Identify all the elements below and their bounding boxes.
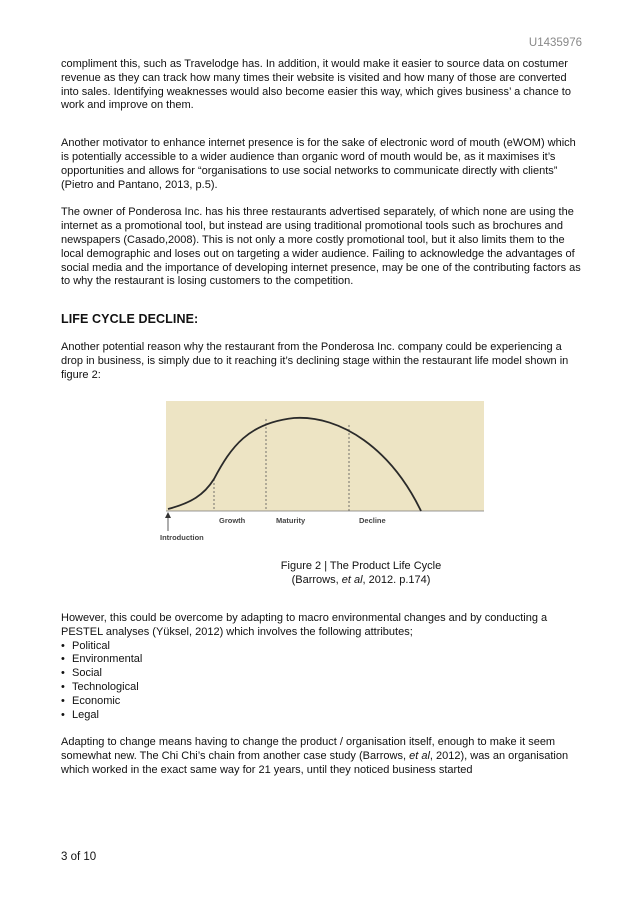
paragraph-pestel-intro: However, this could be overcome by adapting to macro environmental changes and by conducting a PESTEL analyses (Yüksel, 2012) which involves the following attributes; <box>61 611 548 638</box>
section-heading: LIFE CYCLE DECLINE: <box>61 312 199 327</box>
paragraph-ponderosa-promotion: The owner of Ponderosa Inc. has his three restaurants advertised separately, of which none are using the internet as a promotional tool, but instead are using traditional promotional tools such as brochures and newspapers (Casado,2008). This is not only a more costly promotional tool, but it also limits them to the local demographic and loses out on targeting a wider audience. Failing to acknowledge the advantages of social media and the importance of developing internet presence, may be one of the contributing factors as to why the restaurant is losing customers to the competition. <box>61 206 581 288</box>
list-item: • Legal <box>61 709 581 723</box>
figure-caption <box>61 560 581 588</box>
caption-citation: (Barrows, et al, 2012. p.174) <box>291 574 431 587</box>
pestel-list <box>61 640 581 723</box>
stage-label-maturity: Maturity <box>276 516 306 526</box>
document-id: U1435976 <box>528 37 582 49</box>
list-item: • Political <box>61 640 581 654</box>
list-item: • Technological <box>61 681 581 695</box>
page-content <box>61 58 581 778</box>
plot-background <box>166 401 484 511</box>
life-cycle-diagram <box>156 399 486 544</box>
paragraph-travelodge: compliment this, such as Travelodge has. In addition, it would make it easier to source data on costumer revenue as they can track how many times their website is visited and how many of those are converted into sales. Identifying weaknesses would also become easier this way, which gives business’ a chance to work and improve on them. <box>61 58 571 112</box>
stage-label-introduction: Introduction <box>160 533 204 543</box>
list-item: • Economic <box>61 695 581 709</box>
paragraph-ewom: Another motivator to enhance internet presence is for the sake of electronic word of mouth (eWOM) which is potentially accessible to a wider audience than organic word of mouth would be, as it maximises it’s opportunities and allows for “organisations to use social networks to communicate directly with clients” (Pietro and Pantano, 2013, p.5). <box>61 137 576 191</box>
paragraph-chi-chis: Adapting to change means having to change the product / organisation itself, enough to make it seem somewhat new. The Chi Chi’s chain from another case study (Barrows, et al, 2012), was an organisation which worked in the exact same way for 21 years, until they noticed business started <box>61 736 569 776</box>
product-life-cycle-figure <box>156 399 486 544</box>
stage-label-growth: Growth <box>219 516 246 526</box>
list-item: • Environmental <box>61 653 581 667</box>
arrow-head-icon <box>165 512 171 518</box>
list-item: • Social <box>61 667 581 681</box>
caption-title: Figure 2 | The Product Life Cycle <box>280 560 442 573</box>
paragraph-life-cycle-intro: Another potential reason why the restaurant from the Ponderosa Inc. company could be experiencing a drop in business, is simply due to it reaching it’s declining stage within the restaurant life model shown in figure 2: <box>61 340 569 381</box>
stage-label-decline: Decline <box>359 516 386 526</box>
page-number: 3 of 10 <box>61 851 97 863</box>
